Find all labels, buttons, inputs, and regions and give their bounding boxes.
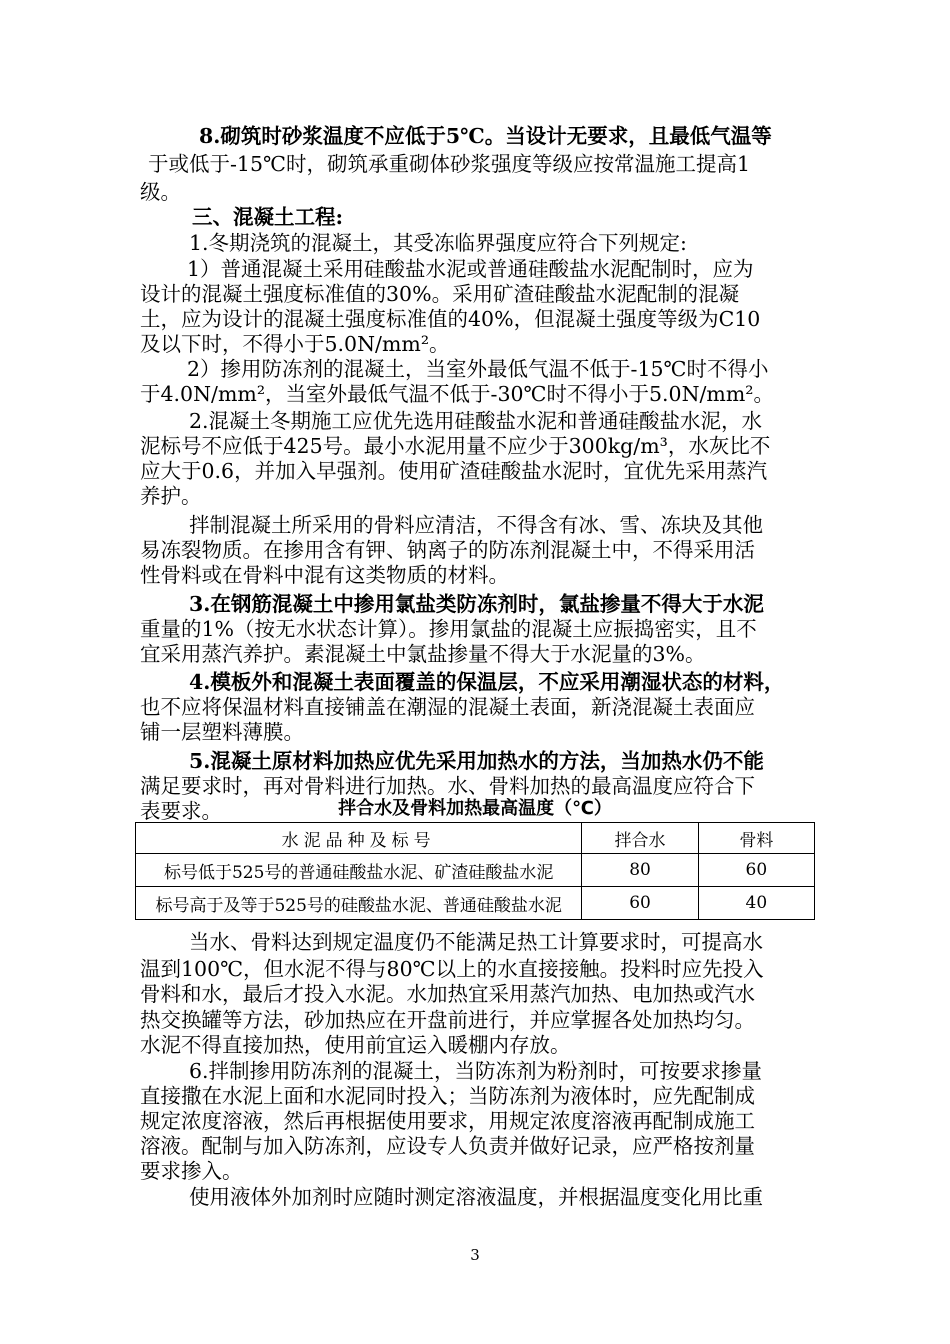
text-line: 于4.0N/mm²，当室外最低气温不低于-30℃时不得小于5.0N/mm²。 bbox=[140, 382, 775, 406]
text-line: 宜采用蒸汽养护。素混凝土中氯盐掺量不得大于水泥量的3%。 bbox=[140, 642, 706, 666]
text-line: 热交换罐等方法，砂加热应在开盘前进行，并应掌握各处加热均匀。 bbox=[140, 1008, 755, 1032]
table-cell: 60 bbox=[698, 854, 814, 887]
text-line: 1.冬期浇筑的混凝土，其受冻临界强度应符合下列规定: bbox=[189, 231, 687, 255]
text-line: 于或低于-15℃时，砌筑承重砌体砂浆强度等级应按常温施工提高1 bbox=[148, 152, 750, 176]
text-line: 养护。 bbox=[140, 484, 202, 508]
text-line: 使用液体外加剂时应随时测定溶液温度，并根据温度变化用比重 bbox=[189, 1185, 763, 1209]
text-line: 4.模板外和混凝土表面覆盖的保温层，不应采用潮湿状态的材料， bbox=[189, 670, 785, 694]
text-line: 溶液。配制与加入防冻剂，应设专人负责并做好记录，应严格按剂量 bbox=[140, 1134, 755, 1158]
table-cell: 80 bbox=[582, 854, 698, 887]
text-line: 3.在钢筋混凝土中掺用氯盐类防冻剂时，氯盐掺量不得大于水泥 bbox=[189, 592, 764, 616]
text-line: 水泥不得直接加热，使用前宜运入暖棚内存放。 bbox=[140, 1033, 571, 1057]
text-line: 6.拌制掺用防冻剂的混凝土，当防冻剂为粉剂时，可按要求掺量 bbox=[189, 1059, 763, 1083]
text-line: 5.混凝土原材料加热应优先采用加热水的方法，当加热水仍不能 bbox=[189, 749, 764, 773]
text-line: 重量的1%（按无水状态计算）。掺用氯盐的混凝土应振捣密实，且不 bbox=[140, 617, 757, 641]
text-line: 温到100℃，但水泥不得与80℃以上的水直接接触。投料时应先投入 bbox=[140, 957, 764, 981]
text-line: 骨料和水，最后才投入水泥。水加热宜采用蒸汽加热、电加热或汽水 bbox=[140, 982, 755, 1006]
text-line: 设计的混凝土强度标准值的30%。采用矿渣硅酸盐水泥配制的混凝 bbox=[140, 282, 740, 306]
text-line: 泥标号不应低于425号。最小水泥用量不应少于300kg/m³，水灰比不 bbox=[140, 434, 771, 458]
text-line: 规定浓度溶液，然后再根据使用要求，用规定浓度溶液再配制成施工 bbox=[140, 1109, 755, 1133]
table-header-cell: 骨料 bbox=[698, 823, 814, 854]
text-line: 2.混凝土冬期施工应优先选用硅酸盐水泥和普通硅酸盐水泥，水 bbox=[189, 409, 763, 433]
text-line: 应大于0.6，并加入早强剂。使用矿渣硅酸盐水泥时，宜优先采用蒸汽 bbox=[140, 459, 768, 483]
table-cell: 60 bbox=[582, 887, 698, 920]
table-title: 拌合水及骨料加热最高温度（℃） bbox=[338, 798, 612, 819]
table-cell: 标号高于及等于525号的硅酸盐水泥、普通硅酸盐水泥 bbox=[136, 887, 582, 920]
text-line: 8.砌筑时砂浆温度不应低于5℃。当设计无要求，且最低气温等 bbox=[199, 124, 772, 148]
table-header-cell: 拌合水 bbox=[582, 823, 698, 854]
table-cell: 标号低于525号的普通硅酸盐水泥、矿渣硅酸盐水泥 bbox=[136, 854, 582, 887]
text-line: 1）普通混凝土采用硅酸盐水泥或普通硅酸盐水泥配制时，应为 bbox=[187, 257, 754, 281]
table-cell: 40 bbox=[698, 887, 814, 920]
text-line: 及以下时，不得小于5.0N/mm²。 bbox=[140, 332, 450, 356]
table-row bbox=[136, 887, 815, 920]
heating-temperature-table bbox=[135, 822, 815, 920]
text-line: 拌制混凝土所采用的骨料应清洁，不得含有冰、雪、冻块及其他 bbox=[189, 513, 763, 537]
section-heading: 三、混凝土工程: bbox=[192, 205, 344, 229]
text-line: 表要求。 bbox=[140, 799, 222, 823]
text-line: 易冻裂物质。在掺用含有钾、钠离子的防冻剂混凝土中，不得采用活 bbox=[140, 538, 755, 562]
text-line: 当水、骨料达到规定温度仍不能满足热工计算要求时，可提高水 bbox=[189, 930, 763, 954]
text-line: 直接撒在水泥上面和水泥同时投入；当防冻剂为液体时，应先配制成 bbox=[140, 1084, 755, 1108]
text-line: 性骨料或在骨料中混有这类物质的材料。 bbox=[140, 563, 509, 587]
text-line: 也不应将保温材料直接铺盖在潮湿的混凝土表面，新浇混凝土表面应 bbox=[140, 695, 755, 719]
text-line: 级。 bbox=[140, 180, 181, 204]
text-line: 要求掺入。 bbox=[140, 1159, 243, 1183]
table-header-row bbox=[136, 823, 815, 854]
table-row bbox=[136, 854, 815, 887]
text-line: 土，应为设计的混凝土强度标准值的40%，但混凝土强度等级为C10 bbox=[140, 307, 761, 331]
page-number: 3 bbox=[470, 1246, 480, 1264]
text-line: 满足要求时，再对骨料进行加热。水、骨料加热的最高温度应符合下 bbox=[140, 774, 755, 798]
text-line: 铺一层塑料薄膜。 bbox=[140, 720, 304, 744]
table-header-cell: 水泥品种及标号 bbox=[136, 823, 582, 854]
text-line: 2）掺用防冻剂的混凝土，当室外最低气温不低于-15℃时不得小 bbox=[187, 357, 769, 381]
